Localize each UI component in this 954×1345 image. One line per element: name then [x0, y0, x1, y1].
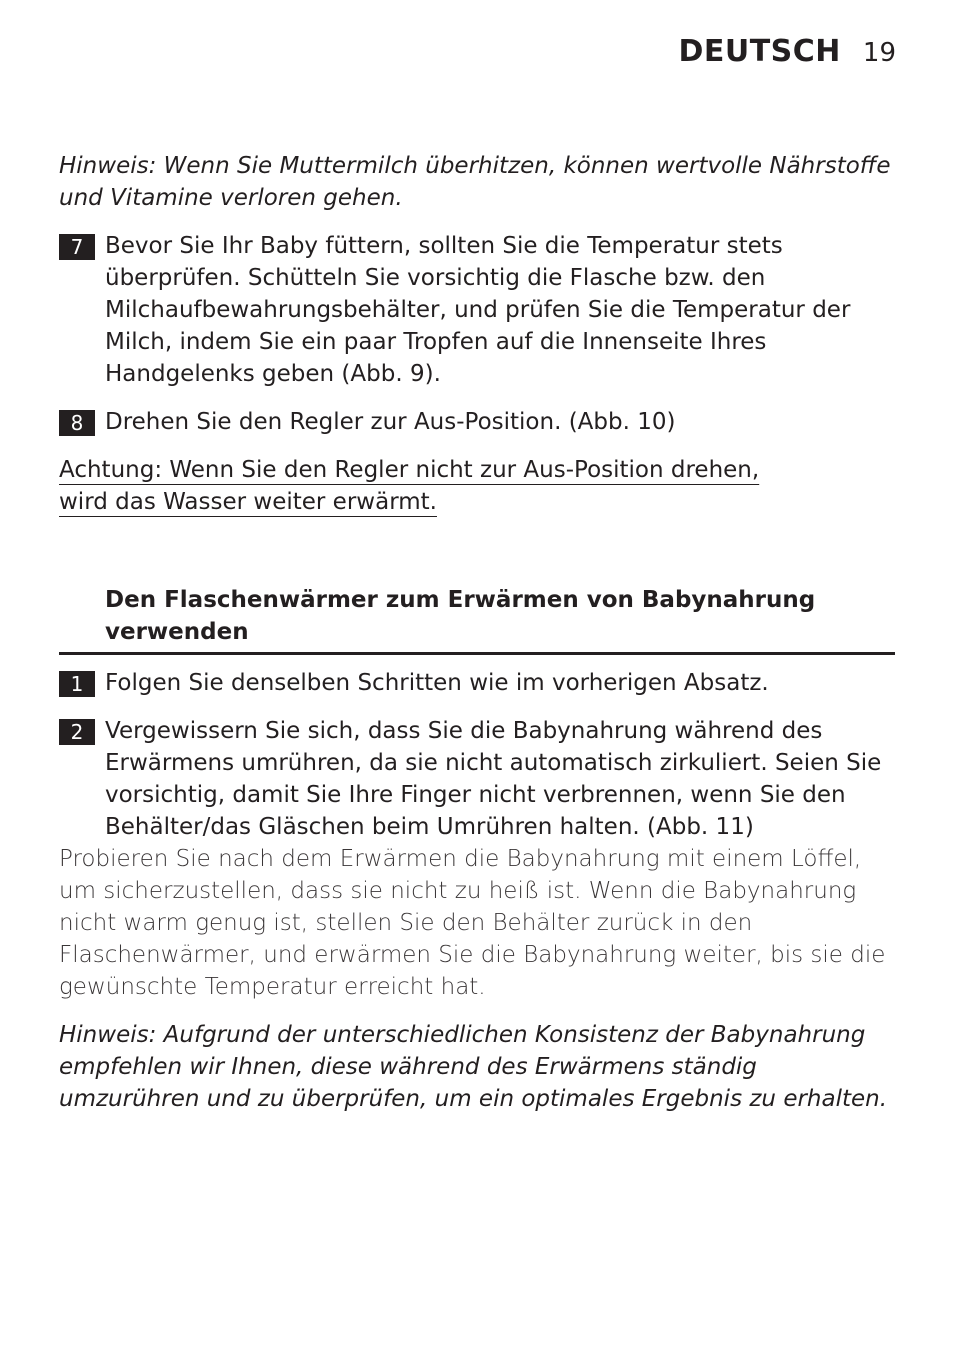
- step-number-badge: 1: [59, 671, 95, 697]
- step-2: [59, 715, 895, 843]
- step-text: Drehen Sie den Regler zur Aus-Position. (Abb. 10): [105, 409, 676, 435]
- body-paragraph: Probieren Sie nach dem Erwärmen die Babynahrung mit einem Löffel, um sicherzustellen, dass sie nicht zu heiß ist. Wenn die Babynahrung nicht warm genug ist, stellen Sie den Behälter zurück in den Flaschenwärmer, und erwärmen Sie die Babynahrung weiter, bis sie die gewünschte Temperatur erreicht hat.: [59, 846, 886, 1000]
- section-heading: Den Flaschenwärmer zum Erwärmen von Babynahrung verwenden: [59, 584, 895, 655]
- page-header: [678, 34, 896, 69]
- note-consistency: Hinweis: Aufgrund der unterschiedlichen Konsistenz der Babynahrung empfehlen wir Ihnen, diese während des Erwärmens ständig umzurühren und zu überprüfen, um ein optimales Ergebnis zu erhalten.: [59, 1022, 888, 1112]
- page-number: 19: [862, 38, 896, 68]
- step-number-badge: 7: [59, 234, 95, 260]
- language-label: DEUTSCH: [678, 34, 841, 69]
- step-7: [59, 230, 895, 390]
- step-text: Bevor Sie Ihr Baby füttern, sollten Sie die Temperatur stets überprüfen. Schütteln Sie vorsichtig die Flasche bzw. den Milchaufbewahrungsbehälter, und prüfen Sie die Temperatur der Milch, indem Sie ein paar Tropfen auf die Innenseite Ihres Handgelenks geben (Abb. 9).: [105, 233, 851, 387]
- page-content: [59, 150, 895, 1115]
- step-8: [59, 406, 895, 438]
- step-number-badge: 2: [59, 719, 95, 745]
- step-1: [59, 667, 895, 699]
- step-text: Folgen Sie denselben Schritten wie im vorherigen Absatz.: [105, 670, 769, 696]
- step-number-badge: 8: [59, 410, 95, 436]
- note-overheating: Hinweis: Wenn Sie Muttermilch überhitzen, können wertvolle Nährstoffe und Vitamine verloren gehen.: [59, 153, 891, 211]
- caution-line-1: Achtung: Wenn Sie den Regler nicht zur Aus-Position drehen,: [59, 457, 760, 483]
- caution-block: [59, 454, 895, 518]
- caution-line-2: wird das Wasser weiter erwärmt.: [59, 489, 437, 515]
- step-text: Vergewissern Sie sich, dass Sie die Babynahrung während des Erwärmens umrühren, da sie nicht automatisch zirkuliert. Seien Sie vorsichtig, damit Sie Ihre Finger nicht verbrennen, wenn Sie den Behälter/das Gläschen beim Umrühren halten. (Abb. 11): [105, 718, 882, 840]
